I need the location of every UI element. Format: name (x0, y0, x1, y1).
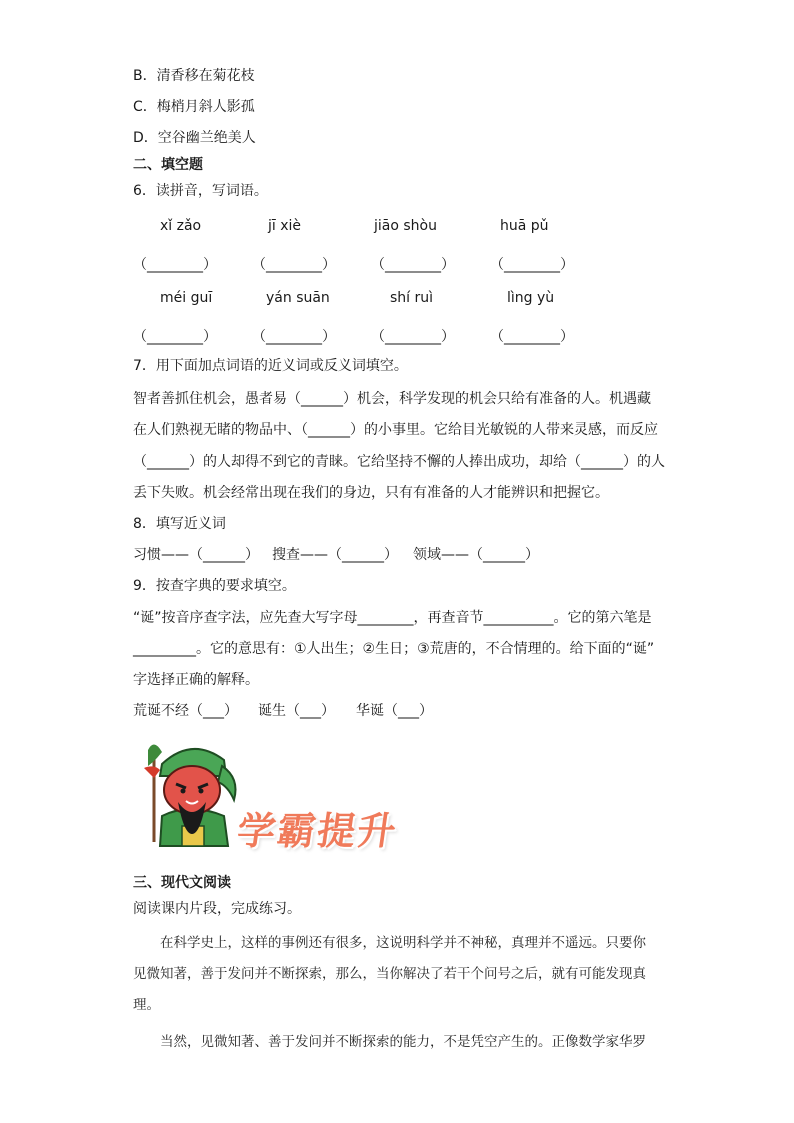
q7-text-line: （______）的人却得不到它的青睐。它给坚持不懈的人捧出成功，却给（______）的人 (133, 454, 665, 470)
option-b: B．清香移在菊花枝 (133, 68, 255, 84)
pinyin: huā pǔ (500, 218, 549, 234)
option-c: C．梅梢月斜人影孤 (133, 99, 255, 115)
q8-prompt: 8．填写近义词 (133, 516, 226, 532)
answer-blank[interactable]: （________） (252, 257, 336, 273)
pinyin: shí ruì (390, 290, 434, 306)
passage-line: 在科学史上，这样的事例还有很多，这说明科学并不神秘，真理并不遥远。只要你 (160, 935, 646, 951)
section-title-fill-blank: 二、填空题 (133, 157, 203, 173)
answer-blank[interactable]: （________） (490, 329, 574, 345)
answer-blank[interactable]: （________） (133, 329, 217, 345)
option-d: D．空谷幽兰绝美人 (133, 130, 256, 146)
pinyin: jī xiè (268, 218, 302, 234)
xueba-tisheng-banner: 学霸提升 (234, 809, 401, 853)
answer-blank[interactable]: （________） (371, 329, 455, 345)
pinyin: lìng yù (507, 290, 555, 306)
pinyin: méi guī (160, 290, 213, 306)
q9-prompt: 9．按查字典的要求填空。 (133, 578, 296, 594)
answer-blank[interactable]: （________） (371, 257, 455, 273)
cartoon-general-icon (140, 738, 250, 850)
q8-item: 搜查——（______） (272, 547, 398, 563)
answer-blank[interactable]: （________） (252, 329, 336, 345)
q7-text-line: 丢下失败。机会经常出现在我们的身边，只有有准备的人才能辨识和把握它。 (133, 485, 609, 501)
passage-line: 当然，见微知著、善于发问并不断探索的能力，不是凭空产生的。正像数学家华罗 (160, 1034, 646, 1050)
q7-prompt: 7．用下面加点词语的近义词或反义词填空。 (133, 358, 408, 374)
passage-line: 见微知著，善于发问并不断探索，那么，当你解决了若干个问号之后，就有可能发现真 (133, 966, 646, 982)
q7-text-line: 智者善抓住机会，愚者易（______）机会，科学发现的机会只给有准备的人。机遇藏 (133, 391, 651, 407)
q9-item: 荒诞不经（___） (133, 703, 238, 719)
section-title-reading: 三、现代文阅读 (133, 875, 231, 891)
q8-item: 习惯——（______） (133, 547, 259, 563)
q8-item: 领域——（______） (413, 547, 539, 563)
q7-text-line: 在人们熟视无睹的物品中、（______）的小事里。它给目光敏锐的人带来灵感，而反应 (133, 422, 658, 438)
q9-text-line: _________。它的意思有：①人出生；②生日；③荒唐的，不合情理的。给下面的“诞” (133, 641, 655, 657)
pinyin: jiāo shòu (374, 218, 437, 234)
q9-item: 华诞（___） (356, 703, 433, 719)
q9-text-line: “诞”按音序查字法，应先查大写字母________，再查音节__________。它的第六笔是 (133, 610, 652, 626)
reading-passage (133, 928, 673, 1058)
q9-item: 诞生（___） (258, 703, 335, 719)
passage-line: 理。 (133, 997, 160, 1013)
pinyin: xǐ zǎo (160, 218, 202, 234)
pinyin: yán suān (266, 290, 330, 306)
answer-blank[interactable]: （________） (490, 257, 574, 273)
answer-blank[interactable]: （________） (133, 257, 217, 273)
q9-text-line: 字选择正确的解释。 (133, 672, 259, 688)
reading-instruction: 阅读课内片段，完成练习。 (133, 901, 301, 917)
q6-prompt: 6．读拼音，写词语。 (133, 183, 268, 199)
